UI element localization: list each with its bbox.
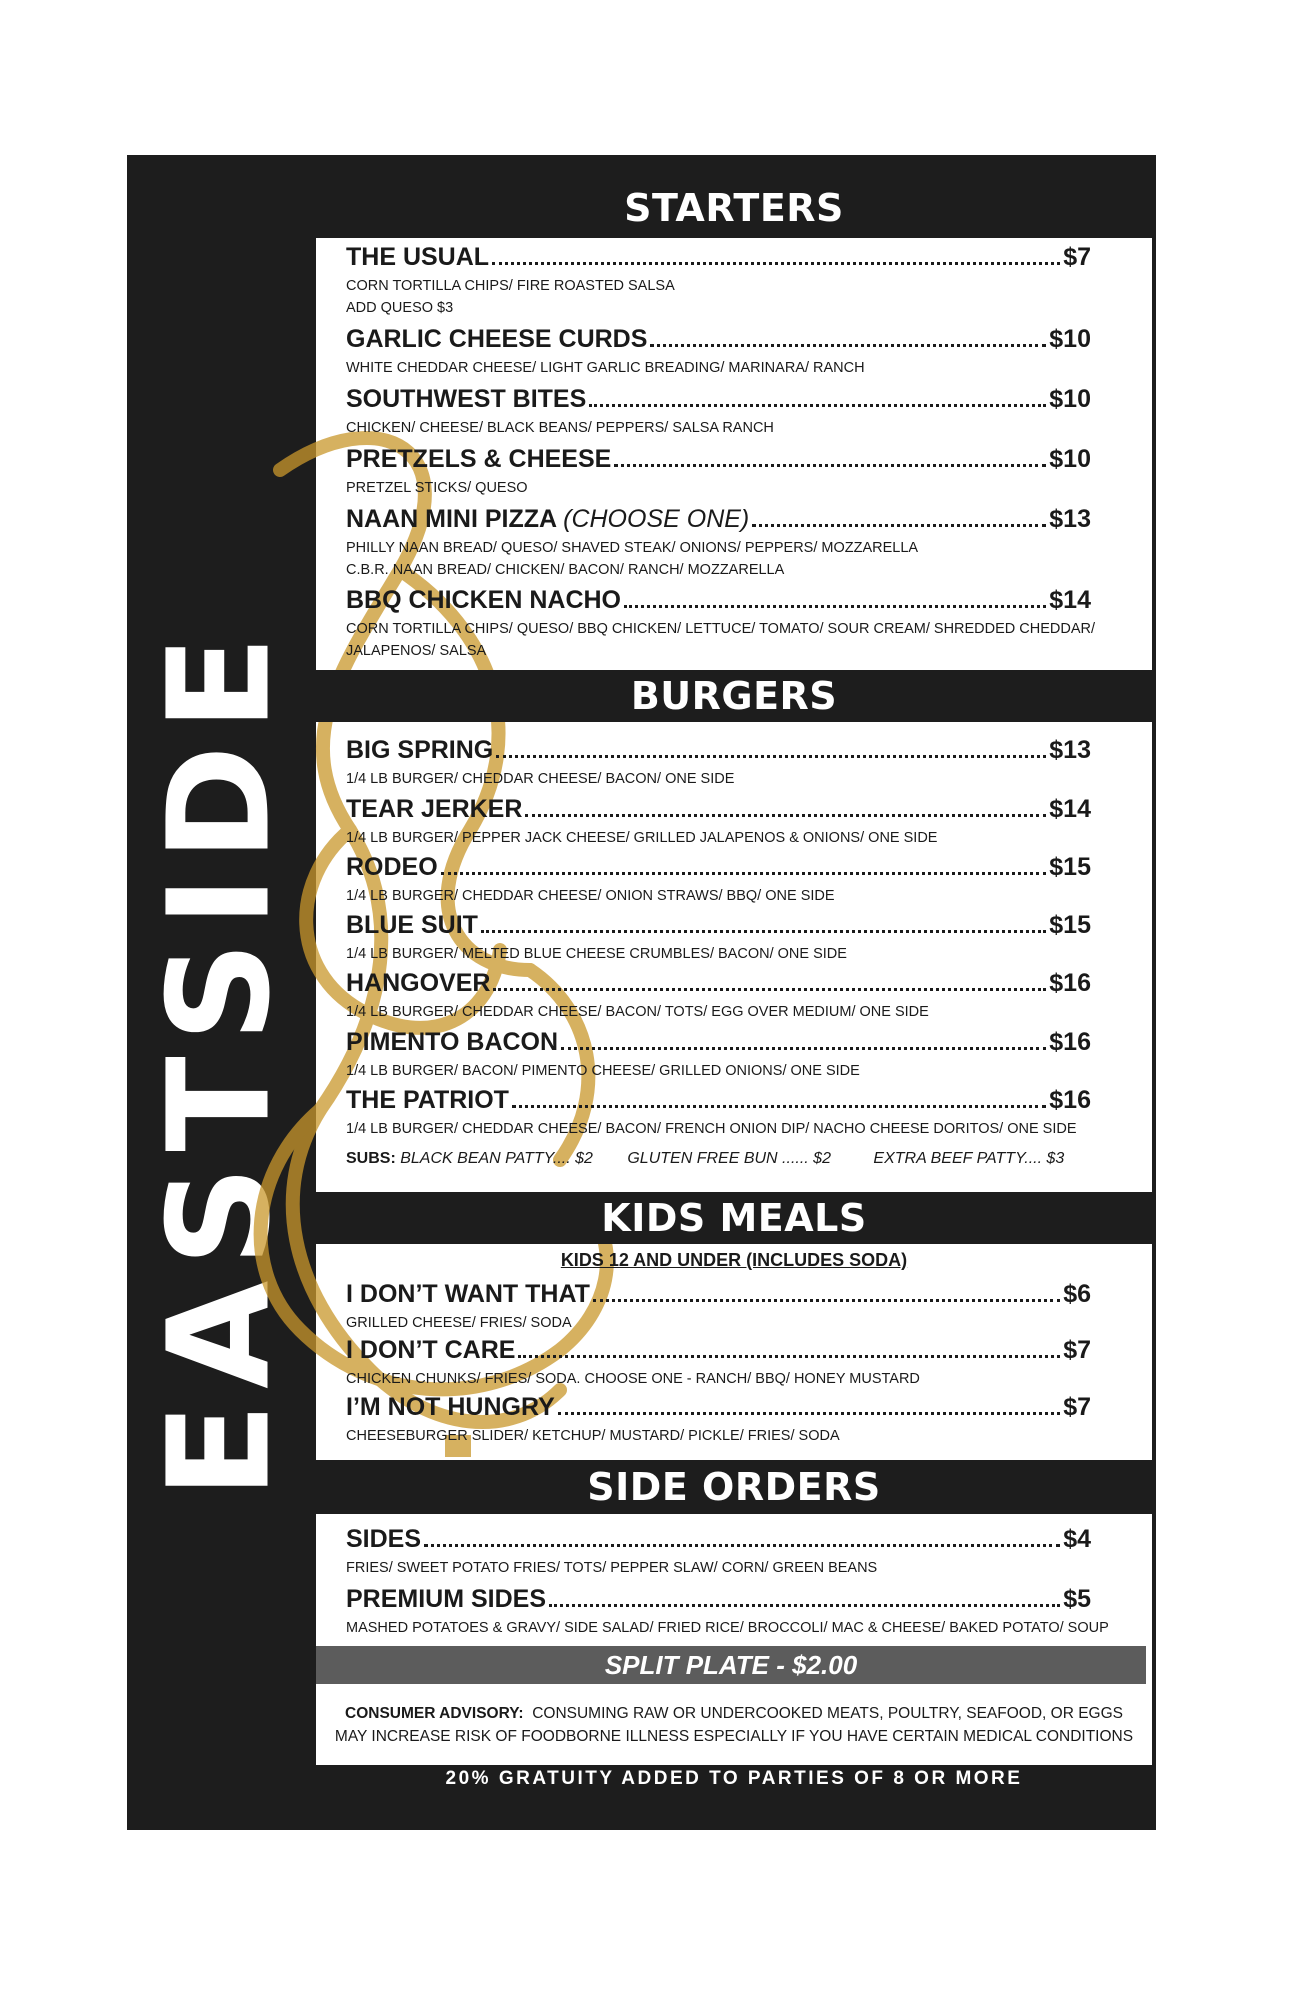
menu-item bbox=[346, 385, 1091, 439]
item-description: WHITE CHEDDAR CHEESE/ LIGHT GARLIC BREADING/ MARINARA/ RANCH bbox=[346, 360, 865, 376]
section-title-side-orders: SIDE ORDERS bbox=[316, 1460, 1152, 1514]
item-name: PREMIUM SIDES bbox=[346, 1585, 547, 1613]
section-title-starters: STARTERS bbox=[316, 178, 1152, 238]
menu-item bbox=[346, 505, 1091, 581]
menu-item bbox=[346, 1525, 1091, 1579]
subs-option: BLACK BEAN PATTY.... $2 bbox=[400, 1150, 593, 1167]
item-name: I DON’T WANT THAT bbox=[346, 1280, 590, 1308]
item-price: $7 bbox=[1063, 1393, 1091, 1421]
item-name: HANGOVER bbox=[346, 969, 491, 997]
item-price: $16 bbox=[1049, 1086, 1091, 1114]
menu-item bbox=[346, 1585, 1109, 1639]
section-title-burgers: BURGERS bbox=[316, 670, 1152, 722]
section-title-kids-meals: KIDS MEALS bbox=[316, 1192, 1152, 1244]
menu-item bbox=[346, 1086, 1091, 1140]
menu-item bbox=[346, 1028, 1091, 1082]
menu-item bbox=[346, 795, 1091, 849]
advisory-line-2: MAY INCREASE RISK OF FOODBORNE ILLNESS ESPECIALLY IF YOU HAVE CERTAIN MEDICAL CONDITIONS bbox=[334, 1728, 1134, 1745]
item-name: GARLIC CHEESE CURDS bbox=[346, 325, 648, 353]
item-price: $14 bbox=[1049, 586, 1091, 614]
consumer-advisory bbox=[316, 1702, 1152, 1748]
item-price: $7 bbox=[1063, 243, 1091, 271]
item-name: BBQ CHICKEN NACHO bbox=[346, 586, 621, 614]
item-description: PHILLY NAAN BREAD/ QUESO/ SHAVED STEAK/ ONIONS/ PEPPERS/ MOZZARELLA bbox=[346, 540, 919, 556]
item-price: $6 bbox=[1063, 1280, 1091, 1308]
split-plate-banner: SPLIT PLATE - $2.00 bbox=[316, 1646, 1146, 1684]
item-description: GRILLED CHEESE/ FRIES/ SODA bbox=[346, 1315, 572, 1331]
item-description: PRETZEL STICKS/ QUESO bbox=[346, 480, 528, 496]
menu-item bbox=[346, 911, 1091, 965]
item-price: $10 bbox=[1049, 445, 1091, 473]
item-price: $7 bbox=[1063, 1336, 1091, 1364]
item-description: 1/4 LB BURGER/ CHEDDAR CHEESE/ BACON/ FRENCH ONION DIP/ NACHO CHEESE DORITOS/ ONE SIDE bbox=[346, 1121, 1077, 1137]
item-description: MASHED POTATOES & GRAVY/ SIDE SALAD/ FRIED RICE/ BROCCOLI/ MAC & CHEESE/ BAKED POTATO/ SOUP bbox=[346, 1620, 1109, 1636]
menu-item bbox=[346, 325, 1091, 379]
menu-item bbox=[346, 1336, 1091, 1390]
item-price: $10 bbox=[1049, 385, 1091, 413]
item-price: $13 bbox=[1049, 736, 1091, 764]
item-name: SIDES bbox=[346, 1525, 422, 1553]
gratuity-notice: 20% GRATUITY ADDED TO PARTIES OF 8 OR MORE bbox=[445, 1768, 1023, 1789]
item-name: PRETZELS & CHEESE bbox=[346, 445, 612, 473]
item-description: 1/4 LB BURGER/ PEPPER JACK CHEESE/ GRILLED JALAPENOS & ONIONS/ ONE SIDE bbox=[346, 830, 938, 846]
item-price: $16 bbox=[1049, 1028, 1091, 1056]
subs-option: EXTRA BEEF PATTY.... $3 bbox=[873, 1150, 1065, 1167]
menu-item bbox=[346, 1393, 1091, 1447]
item-name: THE PATRIOT bbox=[346, 1086, 509, 1114]
item-name: THE USUAL bbox=[346, 243, 490, 271]
item-name: I DON’T CARE bbox=[346, 1336, 516, 1364]
item-description: 1/4 LB BURGER/ MELTED BLUE CHEESE CRUMBLES/ BACON/ ONE SIDE bbox=[346, 946, 847, 962]
item-description: 1/4 LB BURGER/ BACON/ PIMENTO CHEESE/ GRILLED ONIONS/ ONE SIDE bbox=[346, 1063, 860, 1079]
item-price: $16 bbox=[1049, 969, 1091, 997]
item-description: CHICKEN/ CHEESE/ BLACK BEANS/ PEPPERS/ SALSA RANCH bbox=[346, 420, 774, 436]
item-price: $5 bbox=[1063, 1585, 1091, 1613]
item-name: TEAR JERKER bbox=[346, 795, 523, 823]
item-name: SOUTHWEST BITES bbox=[346, 385, 587, 413]
item-description: JALAPENOS/ SALSA bbox=[346, 643, 487, 659]
advisory-label: CONSUMER ADVISORY: bbox=[345, 1705, 524, 1722]
item-description: C.B.R. NAAN BREAD/ CHICKEN/ BACON/ RANCH/ MOZZARELLA bbox=[346, 562, 785, 578]
item-price: $13 bbox=[1049, 505, 1091, 533]
item-description: 1/4 LB BURGER/ CHEDDAR CHEESE/ BACON/ ONE SIDE bbox=[346, 771, 735, 787]
menu-item bbox=[346, 736, 1091, 790]
item-name: PIMENTO BACON bbox=[346, 1028, 559, 1056]
menu-item bbox=[346, 586, 1096, 662]
item-price: $15 bbox=[1049, 853, 1091, 881]
advisory-line-1: CONSUMING RAW OR UNDERCOOKED MEATS, POULTRY, SEAFOOD, OR EGGS bbox=[532, 1705, 1123, 1722]
menu-item bbox=[346, 853, 1091, 907]
subs-option: GLUTEN FREE BUN ...... $2 bbox=[627, 1150, 831, 1167]
item-price: $4 bbox=[1063, 1525, 1091, 1553]
item-description: FRIES/ SWEET POTATO FRIES/ TOTS/ PEPPER SLAW/ CORN/ GREEN BEANS bbox=[346, 1560, 878, 1576]
item-name: RODEO bbox=[346, 853, 438, 881]
item-description: CORN TORTILLA CHIPS/ QUESO/ BBQ CHICKEN/ LETTUCE/ TOMATO/ SOUR CREAM/ SHREDDED CHEDDAR/ bbox=[346, 621, 1096, 637]
item-description: CHEESEBURGER SLIDER/ KETCHUP/ MUSTARD/ PICKLE/ FRIES/ SODA bbox=[346, 1428, 840, 1444]
item-name: BIG SPRING bbox=[346, 736, 494, 764]
item-note: (CHOOSE ONE) bbox=[563, 505, 750, 533]
item-price: $15 bbox=[1049, 911, 1091, 939]
item-price: $10 bbox=[1049, 325, 1091, 353]
item-name: BLUE SUIT bbox=[346, 911, 478, 939]
subs-label: SUBS: bbox=[346, 1150, 396, 1167]
item-price: $14 bbox=[1049, 795, 1091, 823]
kids-meals-subtitle: KIDS 12 AND UNDER (INCLUDES SODA) bbox=[560, 1250, 908, 1270]
item-description: 1/4 LB BURGER/ CHEDDAR CHEESE/ BACON/ TOTS/ EGG OVER MEDIUM/ ONE SIDE bbox=[346, 1004, 929, 1020]
menu-item bbox=[346, 445, 1091, 499]
burger-substitutions bbox=[346, 1150, 1064, 1168]
brand-vertical-title: EASTSIDE bbox=[138, 621, 302, 1499]
item-description: 1/4 LB BURGER/ CHEDDAR CHEESE/ ONION STRAWS/ BBQ/ ONE SIDE bbox=[346, 888, 835, 904]
menu-item bbox=[346, 969, 1091, 1023]
item-description: CHICKEN CHUNKS/ FRIES/ SODA. CHOOSE ONE - RANCH/ BBQ/ HONEY MUSTARD bbox=[346, 1371, 920, 1387]
menu-item bbox=[346, 1280, 1091, 1334]
item-description: CORN TORTILLA CHIPS/ FIRE ROASTED SALSA bbox=[346, 278, 675, 294]
menu-item bbox=[346, 243, 1091, 319]
item-name: NAAN MINI PIZZA (CHOOSE ONE) bbox=[346, 505, 750, 533]
item-name: I’M NOT HUNGRY bbox=[346, 1393, 555, 1421]
item-description: ADD QUESO $3 bbox=[346, 300, 454, 316]
